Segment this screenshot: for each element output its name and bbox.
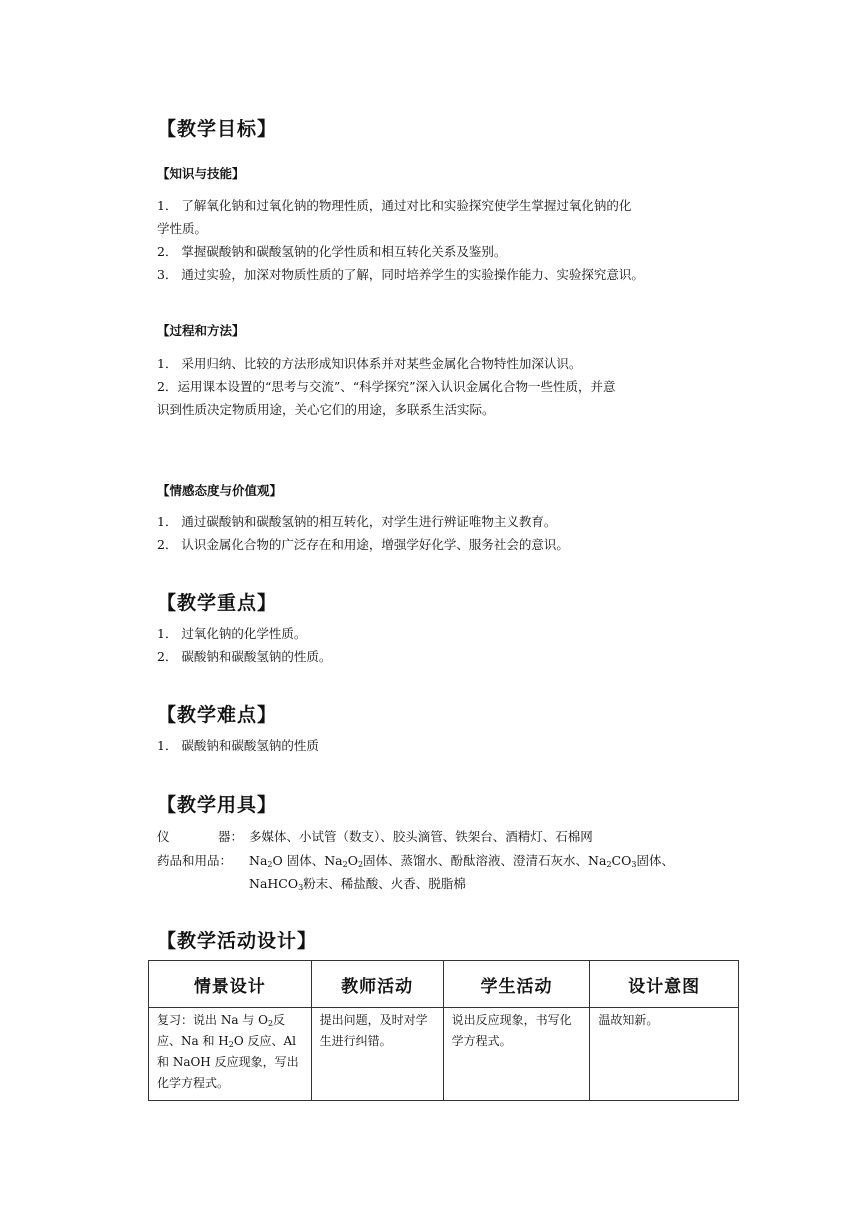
emotion-heading: 【情感态度与价值观】 (157, 483, 283, 498)
process-heading: 【过程和方法】 (157, 323, 245, 338)
instruments-label: 仪 (157, 829, 170, 844)
instruments-list: 多媒体、小试管（数支）、胶头滴管、铁架台、酒精灯、石棉网 (249, 829, 593, 844)
knowledge-heading: 【知识与技能】 (157, 166, 245, 181)
column-header: 教师活动 (311, 961, 443, 1008)
key-point-item: 2． 碳酸钠和碳酸氢钠的性质。 (157, 649, 332, 664)
tools-heading: 【教学用具】 (157, 794, 278, 816)
reagents-list-continued: NaHCO$_3$粉末、稀盐酸、火香、脱脂棉 (249, 876, 466, 892)
instruments-label-suffix: 器： (218, 829, 244, 844)
column-header: 情景设计 (149, 961, 312, 1008)
scene-cell: 复习：说出 Na 与 $O_2$反应、Na 和 $H_2O$ 反应、Al 和 NaOH 反应现象，写出化学方程式。 (149, 1008, 312, 1101)
activity-heading: 【教学活动设计】 (157, 930, 318, 952)
emotion-item: 2． 认识金属化合物的广泛存在和用途，增强学好化学、服务社会的意识。 (157, 537, 569, 552)
table-header-row (149, 961, 739, 1008)
process-item: 识到性质决定物质用途，关心它们的用途，多联系生活实际。 (157, 402, 495, 417)
student-cell: 说出反应现象，书写化学方程式。 (443, 1008, 590, 1101)
reagents-list: $Na_2O$ 固体、$Na_2O_2$固体、蒸馏水、酚酞溶液、澄清石灰水、$Na_2CO_3$固体、 (249, 853, 674, 869)
knowledge-item: 2． 掌握碳酸钠和碳酸氢钠的化学性质和相互转化关系及鉴别。 (157, 244, 507, 259)
reagents-label: 药品和用品： (157, 853, 233, 868)
column-header: 学生活动 (443, 961, 590, 1008)
key-points-heading: 【教学重点】 (157, 592, 278, 614)
intent-cell: 温故知新。 (590, 1008, 739, 1101)
key-point-item: 1． 过氧化钠的化学性质。 (157, 626, 307, 641)
difficulties-heading: 【教学难点】 (157, 704, 278, 726)
activity-table (148, 960, 739, 1101)
knowledge-item: 学性质。 (157, 221, 208, 236)
teacher-cell: 提出问题，及时对学生进行纠错。 (311, 1008, 443, 1101)
process-item: 1． 采用归纳、比较的方法形成知识体系并对某些金属化合物特性加深认识。 (157, 356, 582, 371)
knowledge-item: 3． 通过实验，加深对物质性质的了解，同时培养学生的实验操作能力、实验探究意识。 (157, 267, 644, 282)
column-header: 设计意图 (590, 961, 739, 1008)
process-item: 2．运用课本设置的“思考与交流”、“科学探究”深入认识金属化合物一些性质，并意 (157, 379, 616, 394)
emotion-item: 1． 通过碳酸钠和碳酸氢钠的相互转化，对学生进行辨证唯物主义教育。 (157, 514, 557, 529)
knowledge-item: 1． 了解氧化钠和过氧化钠的物理性质，通过对比和实验探究使学生掌握过氧化钠的化 (157, 198, 632, 213)
table-row (149, 1008, 739, 1101)
objectives-heading: 【教学目标】 (157, 118, 278, 140)
difficulty-item: 1． 碳酸钠和碳酸氢钠的性质 (157, 738, 319, 753)
